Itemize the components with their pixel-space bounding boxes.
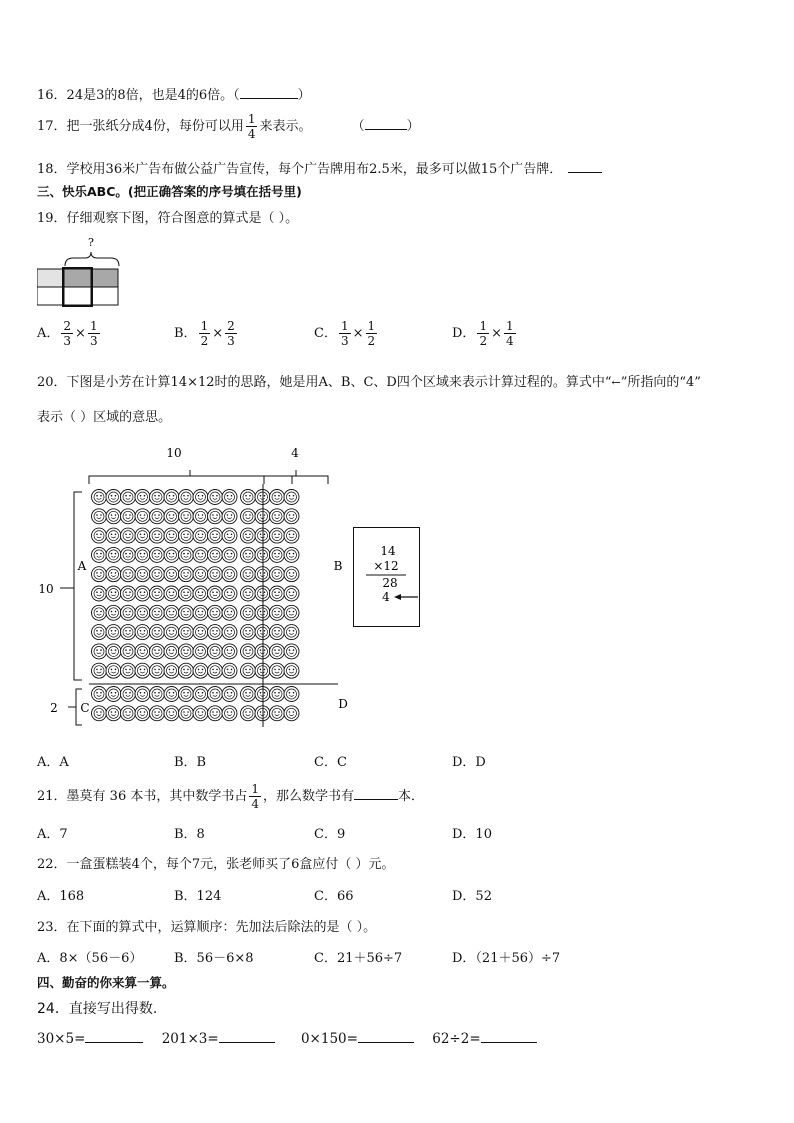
smiley-icon bbox=[193, 625, 208, 640]
smiley-icon bbox=[121, 706, 136, 721]
smiley-icon bbox=[284, 706, 299, 721]
calc-r1: 28 bbox=[382, 576, 398, 590]
smiley-icon bbox=[164, 663, 179, 678]
smiley-icon bbox=[179, 547, 194, 562]
q20-top-right-brace bbox=[264, 470, 328, 484]
smiley-icon bbox=[150, 605, 165, 620]
smiley-icon bbox=[270, 605, 285, 620]
smiley-icon bbox=[150, 706, 165, 721]
smiley-icon bbox=[222, 687, 237, 702]
q21-option-a[interactable]: A．7 bbox=[37, 827, 68, 842]
smiley-icon bbox=[164, 644, 179, 659]
smiley-icon bbox=[284, 547, 299, 562]
q24-blank[interactable] bbox=[219, 1030, 275, 1043]
smiley-icon bbox=[284, 663, 299, 678]
q19-cell bbox=[37, 287, 64, 305]
smiley-icon bbox=[92, 644, 107, 659]
q20-region-b: B bbox=[333, 559, 343, 573]
q20-region-d: D bbox=[338, 697, 348, 711]
smiley-icon bbox=[179, 644, 194, 659]
smiley-icon bbox=[150, 547, 165, 562]
smiley-icon bbox=[179, 663, 194, 678]
smiley-icon bbox=[106, 528, 121, 543]
smiley-icon bbox=[121, 490, 136, 505]
q20-option-d[interactable]: D．D bbox=[452, 755, 486, 770]
q20-side-top-brace bbox=[60, 492, 82, 680]
smiley-icon bbox=[121, 625, 136, 640]
q19-figure bbox=[37, 232, 127, 312]
q24-item: 0×150= bbox=[300, 1031, 358, 1047]
question-22: 22．一盒蛋糕装4个，每个7元，张老师买了6盒应付（ ）元。 bbox=[37, 857, 395, 872]
smiley-icon bbox=[135, 644, 150, 659]
smiley-icon bbox=[193, 644, 208, 659]
smiley-icon bbox=[106, 663, 121, 678]
smiley-icon bbox=[92, 706, 107, 721]
smiley-icon bbox=[92, 625, 107, 640]
q19-cell bbox=[64, 287, 91, 305]
smiley-icon bbox=[270, 490, 285, 505]
arrow-left-icon: ← bbox=[611, 376, 621, 389]
q19-option-a[interactable]: A． $\frac{2}{3}$ × $\frac{1}{3}$ bbox=[37, 319, 98, 348]
q20-region-a: A bbox=[77, 559, 87, 573]
question-23: 23．在下面的算式中，运算顺序：先加法后除法的是（ ）。 bbox=[37, 920, 377, 935]
smiley-icon bbox=[284, 567, 299, 582]
smiley-icon bbox=[121, 663, 136, 678]
question-16: 16．24是3的8倍，也是4的6倍。（ ） bbox=[37, 88, 311, 103]
smiley-icon bbox=[270, 567, 285, 582]
smiley-icon bbox=[208, 706, 223, 721]
smiley-icon bbox=[193, 528, 208, 543]
q20-top-left-label: 10 bbox=[166, 446, 182, 460]
smiley-icon bbox=[135, 687, 150, 702]
smiley-icon bbox=[135, 547, 150, 562]
smiley-icon bbox=[150, 528, 165, 543]
smiley-icon bbox=[135, 663, 150, 678]
smiley-icon bbox=[106, 567, 121, 582]
smiley-icon bbox=[179, 528, 194, 543]
smiley-icon bbox=[92, 528, 107, 543]
smiley-icon bbox=[270, 586, 285, 601]
smiley-icon bbox=[270, 687, 285, 702]
smiley-icon bbox=[193, 605, 208, 620]
smiley-icon bbox=[164, 706, 179, 721]
smiley-icon bbox=[164, 528, 179, 543]
smiley-icon bbox=[241, 605, 256, 620]
q20-option-a[interactable]: A．A bbox=[37, 755, 69, 770]
q21-fraction: $\frac{1}{4}$ bbox=[251, 782, 259, 811]
smiley-icon bbox=[241, 663, 256, 678]
smiley-icon bbox=[106, 706, 121, 721]
calc-mult: ×12 bbox=[373, 559, 399, 573]
question-24: 24．直接写出得数. bbox=[37, 1001, 158, 1017]
smiley-icon bbox=[106, 625, 121, 640]
smiley-icon bbox=[193, 663, 208, 678]
smiley-icon bbox=[193, 586, 208, 601]
smiley-icon bbox=[179, 605, 194, 620]
smiley-icon bbox=[92, 509, 107, 524]
q23-option-d[interactable]: D．（21＋56）÷7 bbox=[452, 951, 561, 966]
smiley-icon bbox=[179, 490, 194, 505]
q22-option-d[interactable]: D．52 bbox=[452, 889, 492, 904]
smiley-icon bbox=[193, 509, 208, 524]
smiley-icon bbox=[164, 490, 179, 505]
smiley-icon bbox=[284, 586, 299, 601]
smiley-icon bbox=[270, 547, 285, 562]
question-18: 18．学校用36米广告布做公益广告宣传，每个广告牌用布2.5米，最多可以做15个广告牌． bbox=[37, 158, 602, 177]
q22-option-c[interactable]: C．66 bbox=[314, 889, 354, 904]
q20-top-right-label: 4 bbox=[291, 446, 299, 460]
q18-blank[interactable] bbox=[568, 160, 602, 173]
smiley-icon bbox=[284, 644, 299, 659]
smiley-icon bbox=[208, 644, 223, 659]
smiley-icon bbox=[106, 490, 121, 505]
smiley-icon bbox=[193, 687, 208, 702]
smiley-grid bbox=[92, 490, 300, 721]
smiley-icon bbox=[284, 687, 299, 702]
q20-side-bottom-label: 2 bbox=[50, 701, 58, 715]
smiley-icon bbox=[208, 490, 223, 505]
smiley-icon bbox=[241, 567, 256, 582]
smiley-icon bbox=[179, 509, 194, 524]
smiley-icon bbox=[193, 567, 208, 582]
smiley-icon bbox=[284, 528, 299, 543]
smiley-icon bbox=[179, 586, 194, 601]
smiley-icon bbox=[121, 687, 136, 702]
smiley-icon bbox=[106, 605, 121, 620]
smiley-icon bbox=[193, 706, 208, 721]
smiley-icon bbox=[121, 605, 136, 620]
smiley-icon bbox=[270, 706, 285, 721]
q19-option-d[interactable]: D． $\frac{1}{2}$ × $\frac{1}{4}$ bbox=[452, 319, 514, 348]
smiley-icon bbox=[222, 625, 237, 640]
smiley-icon bbox=[179, 687, 194, 702]
smiley-icon bbox=[121, 528, 136, 543]
smiley-icon bbox=[208, 605, 223, 620]
smiley-icon bbox=[121, 644, 136, 659]
smiley-icon bbox=[150, 644, 165, 659]
smiley-icon bbox=[121, 586, 136, 601]
q20-option-c[interactable]: C．C bbox=[314, 755, 347, 770]
q22-option-b[interactable]: B．124 bbox=[174, 889, 222, 904]
smiley-icon bbox=[222, 567, 237, 582]
smiley-icon bbox=[164, 625, 179, 640]
smiley-icon bbox=[106, 547, 121, 562]
smiley-icon bbox=[208, 547, 223, 562]
smiley-icon bbox=[92, 605, 107, 620]
calc-r2: 4 bbox=[382, 590, 390, 604]
q23-option-c[interactable]: C．21＋56÷7 bbox=[314, 951, 403, 966]
smiley-icon bbox=[135, 509, 150, 524]
smiley-icon bbox=[150, 490, 165, 505]
smiley-icon bbox=[164, 605, 179, 620]
smiley-icon bbox=[284, 490, 299, 505]
smiley-icon bbox=[92, 663, 107, 678]
smiley-icon bbox=[241, 528, 256, 543]
smiley-icon bbox=[150, 663, 165, 678]
q16-blank[interactable] bbox=[240, 86, 298, 99]
q19-cell bbox=[91, 269, 118, 287]
smiley-icon bbox=[135, 706, 150, 721]
smiley-icon bbox=[222, 586, 237, 601]
q20-side-top-label: 10 bbox=[38, 582, 54, 596]
smiley-icon bbox=[222, 490, 237, 505]
q24-item: 62÷2= bbox=[432, 1031, 481, 1047]
q21-option-c[interactable]: C．9 bbox=[314, 827, 346, 842]
smiley-icon bbox=[241, 509, 256, 524]
smiley-icon bbox=[222, 663, 237, 678]
smiley-icon bbox=[270, 644, 285, 659]
smiley-icon bbox=[241, 586, 256, 601]
smiley-icon bbox=[241, 644, 256, 659]
smiley-icon bbox=[135, 586, 150, 601]
smiley-icon bbox=[135, 567, 150, 582]
smiley-icon bbox=[208, 625, 223, 640]
q24-items bbox=[37, 1030, 537, 1047]
smiley-icon bbox=[222, 644, 237, 659]
q23-option-b[interactable]: B．56－6×8 bbox=[174, 951, 254, 966]
smiley-icon bbox=[164, 567, 179, 582]
q16-text: 16．24是3的8倍，也是4的6倍。（ bbox=[37, 88, 240, 103]
smiley-icon bbox=[284, 509, 299, 524]
smiley-icon bbox=[92, 567, 107, 582]
smiley-icon bbox=[150, 567, 165, 582]
smiley-icon bbox=[135, 605, 150, 620]
smiley-icon bbox=[92, 586, 107, 601]
smiley-icon bbox=[164, 687, 179, 702]
smiley-icon bbox=[241, 687, 256, 702]
q24-blank[interactable] bbox=[85, 1030, 143, 1043]
q17-fraction: $\frac{1}{4}$ bbox=[247, 112, 256, 141]
q24-blank[interactable] bbox=[481, 1030, 537, 1043]
smiley-icon bbox=[270, 625, 285, 640]
smiley-icon bbox=[270, 663, 285, 678]
q20-top-left-brace bbox=[89, 470, 292, 484]
smiley-icon bbox=[208, 509, 223, 524]
q24-blank[interactable] bbox=[358, 1030, 414, 1043]
smiley-icon bbox=[208, 586, 223, 601]
smiley-icon bbox=[164, 547, 179, 562]
smiley-icon bbox=[121, 509, 136, 524]
q19-brace-label: ? bbox=[88, 236, 94, 249]
smiley-icon bbox=[270, 528, 285, 543]
smiley-icon bbox=[92, 490, 107, 505]
smiley-icon bbox=[92, 687, 107, 702]
smiley-icon bbox=[284, 625, 299, 640]
q24-item: 201×3= bbox=[161, 1031, 219, 1047]
q19-cell bbox=[91, 287, 118, 305]
section-3-title: 三、快乐ABC。(把正确答案的序号填在括号里) bbox=[37, 184, 302, 199]
smiley-icon bbox=[222, 605, 237, 620]
smiley-icon bbox=[92, 547, 107, 562]
q20-calc-box bbox=[353, 527, 420, 627]
smiley-icon bbox=[179, 706, 194, 721]
smiley-icon bbox=[270, 509, 285, 524]
smiley-icon bbox=[222, 509, 237, 524]
smiley-icon bbox=[241, 490, 256, 505]
q20-region-c: C bbox=[80, 701, 90, 715]
smiley-icon bbox=[135, 490, 150, 505]
smiley-icon bbox=[164, 509, 179, 524]
smiley-icon bbox=[150, 625, 165, 640]
smiley-icon bbox=[241, 625, 256, 640]
calc-top: 14 bbox=[380, 544, 396, 558]
smiley-icon bbox=[121, 567, 136, 582]
q21-blank[interactable] bbox=[354, 787, 398, 800]
question-17: 17．把一张纸分成4份，每份可以用 $\frac{1}{4}$ 来表示。 （ ） bbox=[37, 112, 420, 141]
q19-cell bbox=[37, 269, 64, 287]
smiley-icon bbox=[135, 528, 150, 543]
q21-option-b[interactable]: B．8 bbox=[174, 827, 205, 842]
smiley-icon bbox=[164, 586, 179, 601]
smiley-icon bbox=[135, 625, 150, 640]
smiley-icon bbox=[208, 567, 223, 582]
q19-option-b[interactable]: B． $\frac{1}{2}$ × $\frac{2}{3}$ bbox=[174, 319, 235, 348]
smiley-icon bbox=[222, 547, 237, 562]
smiley-icon bbox=[106, 644, 121, 659]
smiley-icon bbox=[284, 605, 299, 620]
q20-calc-svg bbox=[354, 528, 420, 626]
q19-cell bbox=[64, 269, 91, 287]
q22-option-a[interactable]: A．168 bbox=[37, 889, 85, 904]
smiley-icon bbox=[106, 509, 121, 524]
section-4-title: 四、勤奋的你来算一算。 bbox=[37, 975, 175, 990]
question-20-line2: 表示（ ）区域的意思。 bbox=[37, 410, 172, 425]
question-19: 19．仔细观察下图，符合图意的算式是（ ）。 bbox=[37, 211, 299, 226]
question-20-line1: 20．下图是小芳在计算14×12时的思路，她是用A、B、C、D四个区域来表示计算过程的。算式中“←”所指向的“4” bbox=[37, 375, 701, 390]
smiley-icon bbox=[193, 490, 208, 505]
smiley-icon bbox=[208, 687, 223, 702]
q19-brace bbox=[65, 252, 119, 266]
q19-option-c[interactable]: C． $\frac{1}{3}$ × $\frac{1}{2}$ bbox=[314, 319, 376, 348]
smiley-icon bbox=[208, 663, 223, 678]
smiley-icon bbox=[222, 528, 237, 543]
q23-option-a[interactable]: A．8×（56－6） bbox=[37, 951, 143, 966]
q20-option-b[interactable]: B．B bbox=[174, 755, 207, 770]
smiley-icon bbox=[179, 625, 194, 640]
q24-item: 30×5= bbox=[37, 1031, 86, 1047]
smiley-icon bbox=[106, 586, 121, 601]
smiley-icon bbox=[241, 547, 256, 562]
smiley-icon bbox=[222, 706, 237, 721]
q17-blank[interactable] bbox=[365, 117, 407, 130]
smiley-icon bbox=[106, 687, 121, 702]
smiley-icon bbox=[241, 706, 256, 721]
smiley-icon bbox=[208, 528, 223, 543]
smiley-icon bbox=[179, 567, 194, 582]
arrow-left-icon bbox=[394, 594, 418, 600]
question-21: 21．墨莫有 36 本书，其中数学书占 $\frac{1}{4}$ ，那么数学书有 本． bbox=[37, 782, 425, 811]
smiley-icon bbox=[150, 509, 165, 524]
smiley-icon bbox=[121, 547, 136, 562]
q21-option-d[interactable]: D．10 bbox=[452, 827, 492, 842]
smiley-icon bbox=[150, 586, 165, 601]
smiley-icon bbox=[193, 547, 208, 562]
smiley-icon bbox=[150, 687, 165, 702]
